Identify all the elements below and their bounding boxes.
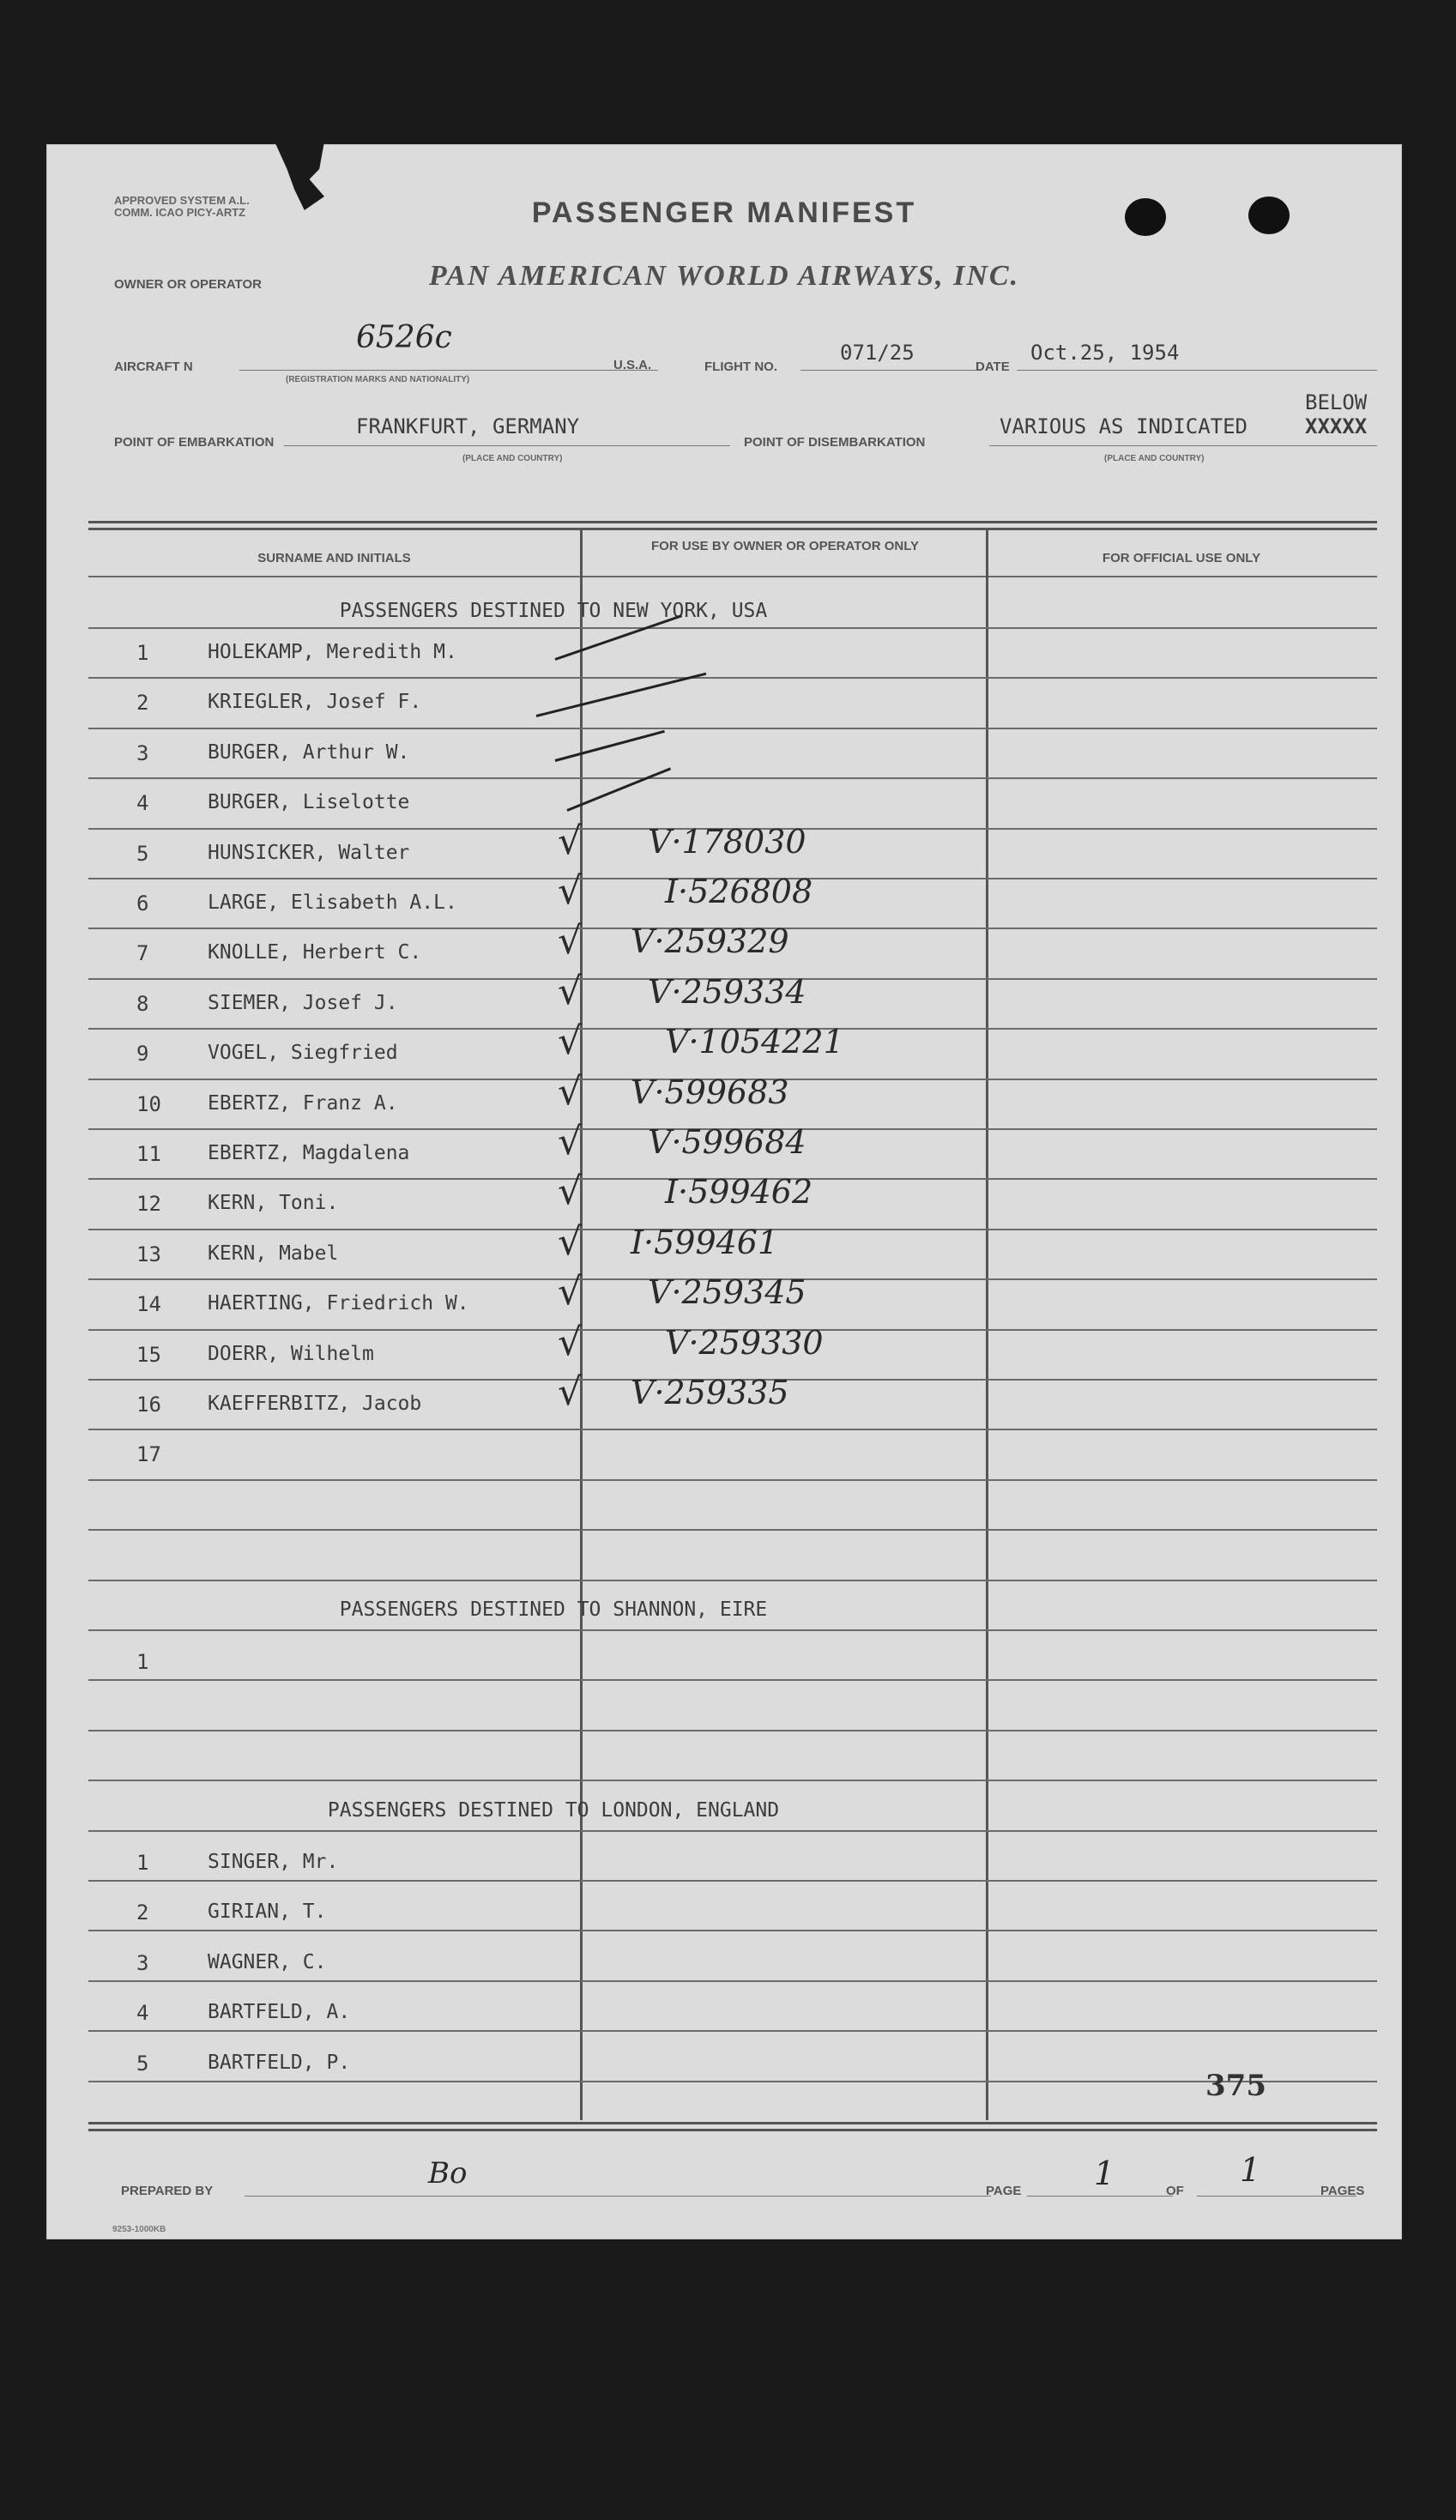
form-code: 9253-1000KB	[112, 2225, 166, 2234]
passenger-name: BARTFELD, A.	[208, 2001, 351, 2024]
disembark-struck: XXXXX	[1305, 414, 1368, 438]
row-number: 5	[136, 2051, 149, 2076]
visa-number: V·259334	[648, 972, 807, 1011]
pages-label: PAGES	[1320, 2184, 1365, 2198]
check-mark: √	[558, 919, 583, 964]
of-label: OF	[1166, 2184, 1184, 2198]
row-number: 3	[136, 740, 149, 765]
check-mark: √	[558, 1370, 583, 1414]
check-mark: √	[558, 819, 583, 863]
col-official: FOR OFFICIAL USE ONLY	[1102, 551, 1261, 565]
row-number: 2	[136, 691, 149, 716]
row-rule	[88, 1880, 1377, 1882]
row-number: 10	[136, 1091, 161, 1116]
approval-stamp: APPROVED SYSTEM A.L. COMM. ICAO PICY-ARTZ	[114, 194, 250, 219]
passenger-name: BURGER, Arthur W.	[208, 740, 410, 764]
embark-value: FRANKFURT, GERMANY	[356, 414, 580, 438]
passenger-name: EBERTZ, Franz A.	[208, 1091, 398, 1115]
row-number: 14	[136, 1292, 161, 1317]
row-number: 1	[136, 1650, 149, 1674]
disembark-label: POINT OF DISEMBARKATION	[744, 435, 926, 450]
section-shannon: PASSENGERS DESTINED TO SHANNON, EIRE	[339, 1598, 768, 1621]
check-mark: √	[558, 969, 583, 1013]
row-number: 11	[136, 1142, 161, 1166]
row-rule	[88, 1780, 1377, 1781]
visa-number: I·526808	[665, 873, 813, 910]
row-number: 6	[136, 891, 149, 916]
row-rule	[88, 677, 1377, 679]
row-number: 15	[136, 1342, 161, 1367]
section-new-york: PASSENGERS DESTINED TO NEW YORK, USA	[339, 600, 768, 622]
passenger-name: LARGE, Elisabeth A.L.	[208, 891, 457, 914]
passenger-name: KERN, Toni.	[208, 1192, 339, 1215]
disembark-note: BELOW	[1305, 390, 1368, 414]
row-rule	[88, 2030, 1377, 2032]
passenger-name: HUNSICKER, Walter	[208, 841, 410, 864]
passenger-name: KNOLLE, Herbert C.	[208, 941, 422, 964]
usa-label: U.S.A.	[613, 358, 652, 372]
passenger-name: GIRIAN, T.	[208, 1901, 327, 1924]
check-mark: √	[558, 869, 583, 913]
check-mark: √	[558, 1320, 583, 1364]
passenger-name: SINGER, Mr.	[208, 1851, 339, 1873]
section-london: PASSENGERS DESTINED TO LONDON, ENGLAND	[327, 1799, 780, 1822]
visa-number: I·599461	[631, 1223, 779, 1261]
row-number: 12	[136, 1192, 161, 1217]
prepared-label: PREPARED BY	[121, 2184, 214, 2198]
embark-label: POINT OF EMBARKATION	[114, 435, 275, 450]
row-rule	[88, 1830, 1377, 1832]
visa-number: V·259335	[631, 1374, 789, 1411]
row-number: 7	[136, 941, 149, 966]
passenger-name: HOLEKAMP, Meredith M.	[208, 641, 457, 663]
page-value: 1	[1094, 2154, 1115, 2192]
visa-number: V·599683	[631, 1073, 789, 1111]
visa-number: V·178030	[648, 822, 807, 861]
row-number: 4	[136, 791, 149, 816]
check-mark: √	[558, 1169, 583, 1214]
passenger-name: BARTFELD, P.	[208, 2051, 351, 2074]
of-value: 1	[1240, 2151, 1261, 2189]
passenger-name: BURGER, Liselotte	[208, 791, 410, 814]
aircraft-value: 6526c	[356, 320, 452, 355]
row-number: 16	[136, 1393, 161, 1417]
disembark-value: VARIOUS AS INDICATED	[1000, 414, 1248, 438]
row-number: 3	[136, 1950, 149, 1975]
row-number: 9	[136, 1042, 149, 1067]
visa-number: V·259330	[665, 1323, 824, 1362]
passenger-name: VOGEL, Siegfried	[208, 1042, 398, 1065]
date-label: DATE	[976, 360, 1010, 374]
row-rule	[88, 1980, 1377, 1982]
check-mark: √	[558, 1270, 583, 1314]
row-rule	[88, 1479, 1377, 1481]
passenger-name: HAERTING, Friedrich W.	[208, 1292, 469, 1315]
passenger-name: EBERTZ, Magdalena	[208, 1142, 410, 1164]
visa-number: V·1054221	[665, 1023, 844, 1061]
row-number: 4	[136, 2001, 149, 2026]
row-rule	[88, 1529, 1377, 1531]
col-owner-use: FOR USE BY OWNER OR OPERATOR ONLY	[651, 539, 919, 553]
visa-number: I·599462	[665, 1173, 813, 1212]
registration-note: (REGISTRATION MARKS AND NATIONALITY)	[286, 375, 470, 384]
row-rule	[88, 627, 1377, 629]
row-rule	[88, 1580, 1377, 1581]
row-rule	[88, 1930, 1377, 1931]
flight-value: 071/25	[840, 341, 915, 365]
disembark-place-note: (PLACE AND COUNTRY)	[1104, 454, 1205, 463]
passenger-name: KERN, Mabel	[208, 1242, 339, 1265]
check-mark: √	[558, 1219, 583, 1264]
col-surname: SURNAME AND INITIALS	[257, 551, 411, 565]
row-rule	[88, 1629, 1377, 1631]
row-number: 2	[136, 1901, 149, 1925]
row-number: 1	[136, 641, 149, 665]
passenger-name: KAEFFERBITZ, Jacob	[208, 1393, 422, 1415]
row-rule	[88, 777, 1377, 779]
owner-label: OWNER OR OPERATOR	[114, 277, 262, 292]
row-number: 1	[136, 1851, 149, 1875]
passenger-name: WAGNER, C.	[208, 1950, 327, 1973]
row-rule	[88, 1429, 1377, 1430]
aircraft-label: AIRCRAFT N	[114, 360, 193, 374]
row-number: 8	[136, 991, 149, 1016]
page-label: PAGE	[986, 2184, 1022, 2198]
company-name: PAN AMERICAN WORLD AIRWAYS, INC.	[428, 260, 1020, 292]
prepared-value: Bo	[428, 2156, 468, 2191]
row-rule	[88, 2081, 1377, 2082]
row-number: 13	[136, 1242, 161, 1266]
check-mark: √	[558, 1019, 583, 1064]
visa-number: V·259345	[648, 1273, 807, 1312]
row-rule	[88, 728, 1377, 729]
row-rule	[88, 1730, 1377, 1731]
row-number: 5	[136, 841, 149, 866]
manifest-page	[46, 144, 1402, 2239]
check-mark: √	[558, 1069, 583, 1114]
row-number: 17	[136, 1442, 161, 1467]
embark-place-note: (PLACE AND COUNTRY)	[462, 454, 563, 463]
check-mark: √	[558, 1120, 583, 1163]
flight-label: FLIGHT NO.	[704, 360, 777, 374]
date-value: Oct.25, 1954	[1030, 341, 1180, 365]
passenger-name: DOERR, Wilhelm	[208, 1342, 374, 1365]
visa-number: V·259329	[631, 922, 789, 961]
page-title: PASSENGER MANIFEST	[531, 196, 917, 229]
passenger-name: SIEMER, Josef J.	[208, 991, 398, 1014]
stamp-number: 375	[1205, 2069, 1266, 2103]
passenger-name: KRIEGLER, Josef F.	[208, 691, 422, 714]
visa-number: V·599684	[648, 1123, 807, 1161]
row-rule	[88, 1679, 1377, 1681]
